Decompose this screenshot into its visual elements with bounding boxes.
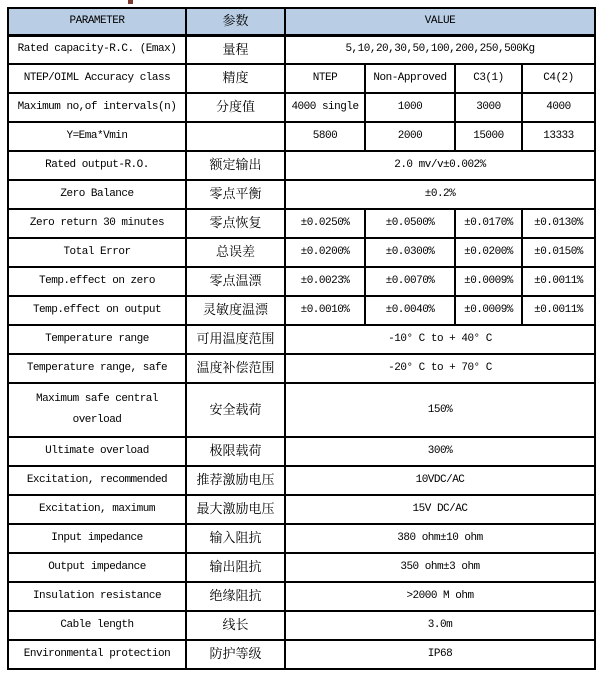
param-cell: Excitation, maximum (8, 495, 186, 524)
param-cell: Temp.effect on output (8, 296, 186, 325)
cn-cell: 温度补偿范围 (186, 354, 285, 383)
cn-cell: 量程 (186, 35, 285, 64)
value-cell: 5800 (285, 122, 365, 151)
value-cell: 2000 (365, 122, 455, 151)
value-cell: 1000 (365, 93, 455, 122)
cn-cell: 零点平衡 (186, 180, 285, 209)
table-row (8, 64, 595, 93)
param-cell: Input impedance (8, 524, 186, 553)
value-cell: 3000 (455, 93, 522, 122)
table-row (8, 553, 595, 582)
value-cell: ±0.0170% (455, 209, 522, 238)
value-cell: 350 ohm±3 ohm (285, 553, 595, 582)
value-cell: 150% (285, 383, 595, 437)
table-row (8, 238, 595, 267)
table-header-row (8, 8, 595, 35)
value-cell: ±0.0011% (522, 296, 595, 325)
cn-cell: 零点恢复 (186, 209, 285, 238)
value-cell: ±0.0070% (365, 267, 455, 296)
table-row (8, 524, 595, 553)
table-row (8, 495, 595, 524)
cn-cell: 推荐激励电压 (186, 466, 285, 495)
table-row (8, 325, 595, 354)
cn-cell: 灵敏度温漂 (186, 296, 285, 325)
table-row (8, 267, 595, 296)
table-row (8, 35, 595, 64)
value-cell: NTEP (285, 64, 365, 93)
value-cell: 15V DC/AC (285, 495, 595, 524)
value-cell: C4(2) (522, 64, 595, 93)
cn-cell: 精度 (186, 64, 285, 93)
cn-cell: 安全载荷 (186, 383, 285, 437)
table-row (8, 437, 595, 466)
table-row (8, 466, 595, 495)
value-cell: ±0.0500% (365, 209, 455, 238)
param-cell: Output impedance (8, 553, 186, 582)
table-row (8, 296, 595, 325)
param-cell: Temperature range, safe (8, 354, 186, 383)
value-cell: ±0.0023% (285, 267, 365, 296)
table-row (8, 611, 595, 640)
value-cell: ±0.0250% (285, 209, 365, 238)
value-cell: 3.0m (285, 611, 595, 640)
table-row (8, 122, 595, 151)
value-cell: -10° C to + 40° C (285, 325, 595, 354)
param-cell: Cable length (8, 611, 186, 640)
param-cell: Maximum safe central overload (8, 383, 186, 437)
value-cell: Non-Approved (365, 64, 455, 93)
value-cell: ±0.0009% (455, 267, 522, 296)
param-cell: Environmental protection (8, 640, 186, 669)
spec-table (7, 7, 596, 670)
cn-cell: 绝缘阻抗 (186, 582, 285, 611)
value-cell: ±0.0300% (365, 238, 455, 267)
param-cell: Temperature range (8, 325, 186, 354)
cn-cell: 总误差 (186, 238, 285, 267)
param-cell: Zero Balance (8, 180, 186, 209)
cn-cell: 线长 (186, 611, 285, 640)
value-cell: IP68 (285, 640, 595, 669)
value-cell: 2.0 mv/v±0.002% (285, 151, 595, 180)
param-cell: Insulation resistance (8, 582, 186, 611)
cn-cell: 额定输出 (186, 151, 285, 180)
cn-cell: 极限载荷 (186, 437, 285, 466)
param-cell: NTEP/OIML Accuracy class (8, 64, 186, 93)
cn-cell: 最大激励电压 (186, 495, 285, 524)
cn-cell: 零点温漂 (186, 267, 285, 296)
value-cell: 300% (285, 437, 595, 466)
cn-cell: 防护等级 (186, 640, 285, 669)
param-cell: Rated capacity-R.C. (Emax) (8, 35, 186, 64)
cn-cell: 分度值 (186, 93, 285, 122)
cn-cell: 输入阻抗 (186, 524, 285, 553)
value-cell: C3(1) (455, 64, 522, 93)
table-row (8, 640, 595, 669)
cn-cell: 可用温度范围 (186, 325, 285, 354)
param-cell: Total Error (8, 238, 186, 267)
param-cell: Rated output-R.O. (8, 151, 186, 180)
header-value: VALUE (285, 8, 595, 35)
value-cell: ±0.0130% (522, 209, 595, 238)
value-cell: 4000 single (285, 93, 365, 122)
value-cell: ±0.0200% (285, 238, 365, 267)
value-cell: 10VDC/AC (285, 466, 595, 495)
param-cell: Y=Ema*Vmin (8, 122, 186, 151)
param-cell: Ultimate overload (8, 437, 186, 466)
value-cell: ±0.0040% (365, 296, 455, 325)
table-row (8, 354, 595, 383)
param-cell: Excitation, recommended (8, 466, 186, 495)
value-cell: 13333 (522, 122, 595, 151)
page-edge-artifact (128, 0, 133, 4)
header-parameter: PARAMETER (8, 8, 186, 35)
table-row (8, 582, 595, 611)
table-row (8, 151, 595, 180)
value-cell: 5,10,20,30,50,100,200,250,500Kg (285, 35, 595, 64)
value-cell: ±0.2% (285, 180, 595, 209)
value-cell: ±0.0010% (285, 296, 365, 325)
param-cell: Temp.effect on zero (8, 267, 186, 296)
table-row (8, 209, 595, 238)
header-cn: 参数 (186, 8, 285, 35)
param-cell: Maximum no,of intervals(n) (8, 93, 186, 122)
value-cell: -20° C to + 70° C (285, 354, 595, 383)
param-cell: Zero return 30 minutes (8, 209, 186, 238)
table-row (8, 93, 595, 122)
value-cell: 380 ohm±10 ohm (285, 524, 595, 553)
value-cell: ±0.0200% (455, 238, 522, 267)
value-cell: >2000 M ohm (285, 582, 595, 611)
value-cell: ±0.0009% (455, 296, 522, 325)
cn-cell: 输出阻抗 (186, 553, 285, 582)
table-row (8, 180, 595, 209)
table-row (8, 383, 595, 437)
value-cell: ±0.0150% (522, 238, 595, 267)
value-cell: 4000 (522, 93, 595, 122)
cn-cell (186, 122, 285, 151)
value-cell: ±0.0011% (522, 267, 595, 296)
value-cell: 15000 (455, 122, 522, 151)
